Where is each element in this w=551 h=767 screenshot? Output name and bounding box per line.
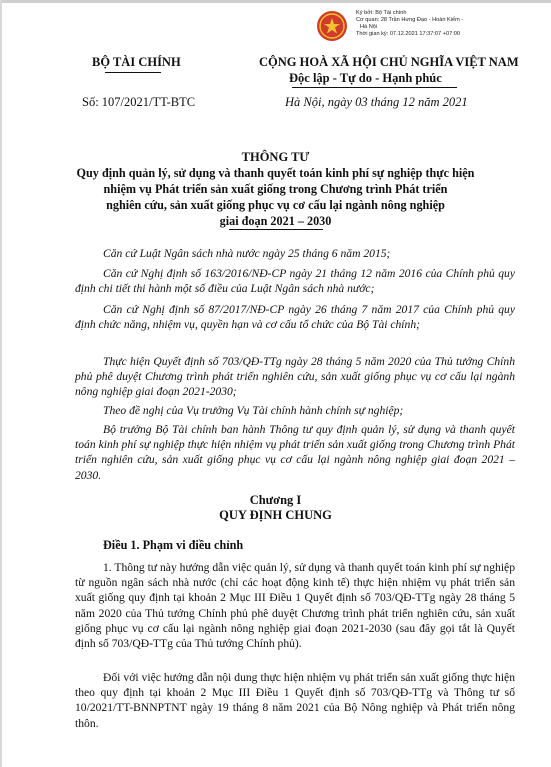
motto-underline — [292, 87, 457, 88]
article-1-paragraph-2: Đối với việc hướng dẫn nội dung thực hiện nhiệm vụ phát triển sản xuất giống thực hiện theo quy định tại khoản 2 Mục III Điều 1 Quyết định số 703/QĐ-TTg và Thông tư số 10/2021/TT-BNNPTNT ngày 19 tháng 8 năm 2021 của Bộ Nông nghiệp và Phát triển nông thôn. — [75, 671, 515, 730]
title-underline — [229, 229, 323, 230]
page-edge-top — [0, 0, 551, 3]
article-1-heading: Điều 1. Phạm vi điều chỉnh — [103, 538, 244, 552]
ministry-name: BỘ TÀI CHÍNH — [92, 55, 181, 69]
preamble-decision-703: Thực hiện Quyết định số 703/QĐ-TTg ngày 28 tháng 5 năm 2020 của Thủ tướng Chính phủ phê duyệt Chương trình phát triển nghiên cứu, sản xuất giống phục vụ cơ cấu lại ngành nông nghiệp giai đoạn 2021-2030; — [75, 355, 515, 399]
page-edge-left — [0, 0, 2, 767]
agency-text: Cơ quan: 28 Trần Hưng Đạo - Hoàn Kiếm - — [356, 17, 464, 23]
signer-text: Ký bởi: Bộ Tài chính — [356, 10, 407, 16]
preamble-decree-163: Căn cứ Nghị định số 163/2016/NĐ-CP ngày 21 tháng 12 năm 2016 của Chính phủ quy định chi tiết thi hành một số điều của Luật Ngân sách nhà nước; — [75, 267, 515, 296]
document-number: Số: 107/2021/TT-BTC — [82, 95, 196, 109]
ministry-underline — [105, 72, 161, 73]
chapter-name: QUY ĐỊNH CHUNG — [219, 508, 332, 522]
place-and-date: Hà Nội, ngày 03 tháng 12 năm 2021 — [285, 95, 468, 109]
title-line-4: giai đoạn 2021 – 2030 — [219, 214, 332, 228]
city-text: Hà Nội — [360, 24, 378, 30]
chapter-number: Chương I — [249, 493, 302, 507]
title-line-2: nhiệm vụ Phát triển sản xuất giống trong Chương trình Phát triển — [103, 182, 448, 196]
preamble-budget-law: Căn cứ Luật Ngân sách nhà nước ngày 25 tháng 6 năm 2015; — [103, 247, 391, 260]
article-1-paragraph-1: 1. Thông tư này hướng dẫn việc quản lý, sử dụng và thanh quyết toán kinh phí sự nghiệp từ nguồn ngân sách nhà nước (chỉ các hoạt động kinh tế) thực hiện nhiệm vụ phát triển sản xuất giống quy định tại khoản 2 Mục III Điều 1 Quyết định số 703/QĐ-TTg ngày 28 tháng 5 năm 2020 của Thủ tướng Chính phủ phê duyệt Chương trình phát triển nghiên cứu, sản xuất giống phục vụ cơ cấu lại ngành nông nghiệp giai đoạn 2021-2030 (sau đây gọi tắt là Quyết định số 703/QĐ-TTg của Thủ tướng Chính phủ). — [75, 561, 515, 651]
preamble-proposal: Theo đề nghị của Vụ trưởng Vụ Tài chính hành chính sự nghiệp; — [103, 404, 404, 417]
title-line-3: nghiên cứu, sản xuất giống phục vụ cơ cấu lại ngành nông nghiệp — [106, 198, 445, 212]
signature-details — [356, 10, 463, 38]
country-name: CỘNG HOÀ XÃ HỘI CHỦ NGHĨA VIỆT NAM — [259, 55, 519, 69]
digital-signature-stamp — [316, 10, 546, 44]
national-motto: Độc lập - Tự do - Hạnh phúc — [289, 71, 442, 85]
preamble-decree-87: Căn cứ Nghị định số 87/2017/NĐ-CP ngày 26 tháng 7 năm 2017 của Chính phủ quy định chức năng, nhiệm vụ, quyền hạn và cơ cấu tổ chức của Bộ Tài chính; — [75, 303, 515, 332]
national-emblem-seal-icon — [316, 10, 348, 42]
title-line-1: Quy định quản lý, sử dụng và thanh quyết toán kinh phí sự nghiệp thực hiện — [76, 166, 475, 180]
preamble-issuance: Bộ trưởng Bộ Tài chính ban hành Thông tư quy định quản lý, sử dụng và thanh quyết toán kinh phí sự nghiệp thực hiện nhiệm vụ phát triển sản xuất giống trong Chương trình Phát triển nghiên cứu, sản xuất giống phục vụ cơ cấu lại ngành nông nghiệp giai đoạn 2021 – 2030. — [75, 423, 515, 482]
document-type: THÔNG TƯ — [241, 150, 310, 164]
signed-time-text: Thời gian ký: 07.12.2021 17:37:07 +07:00 — [356, 31, 460, 37]
